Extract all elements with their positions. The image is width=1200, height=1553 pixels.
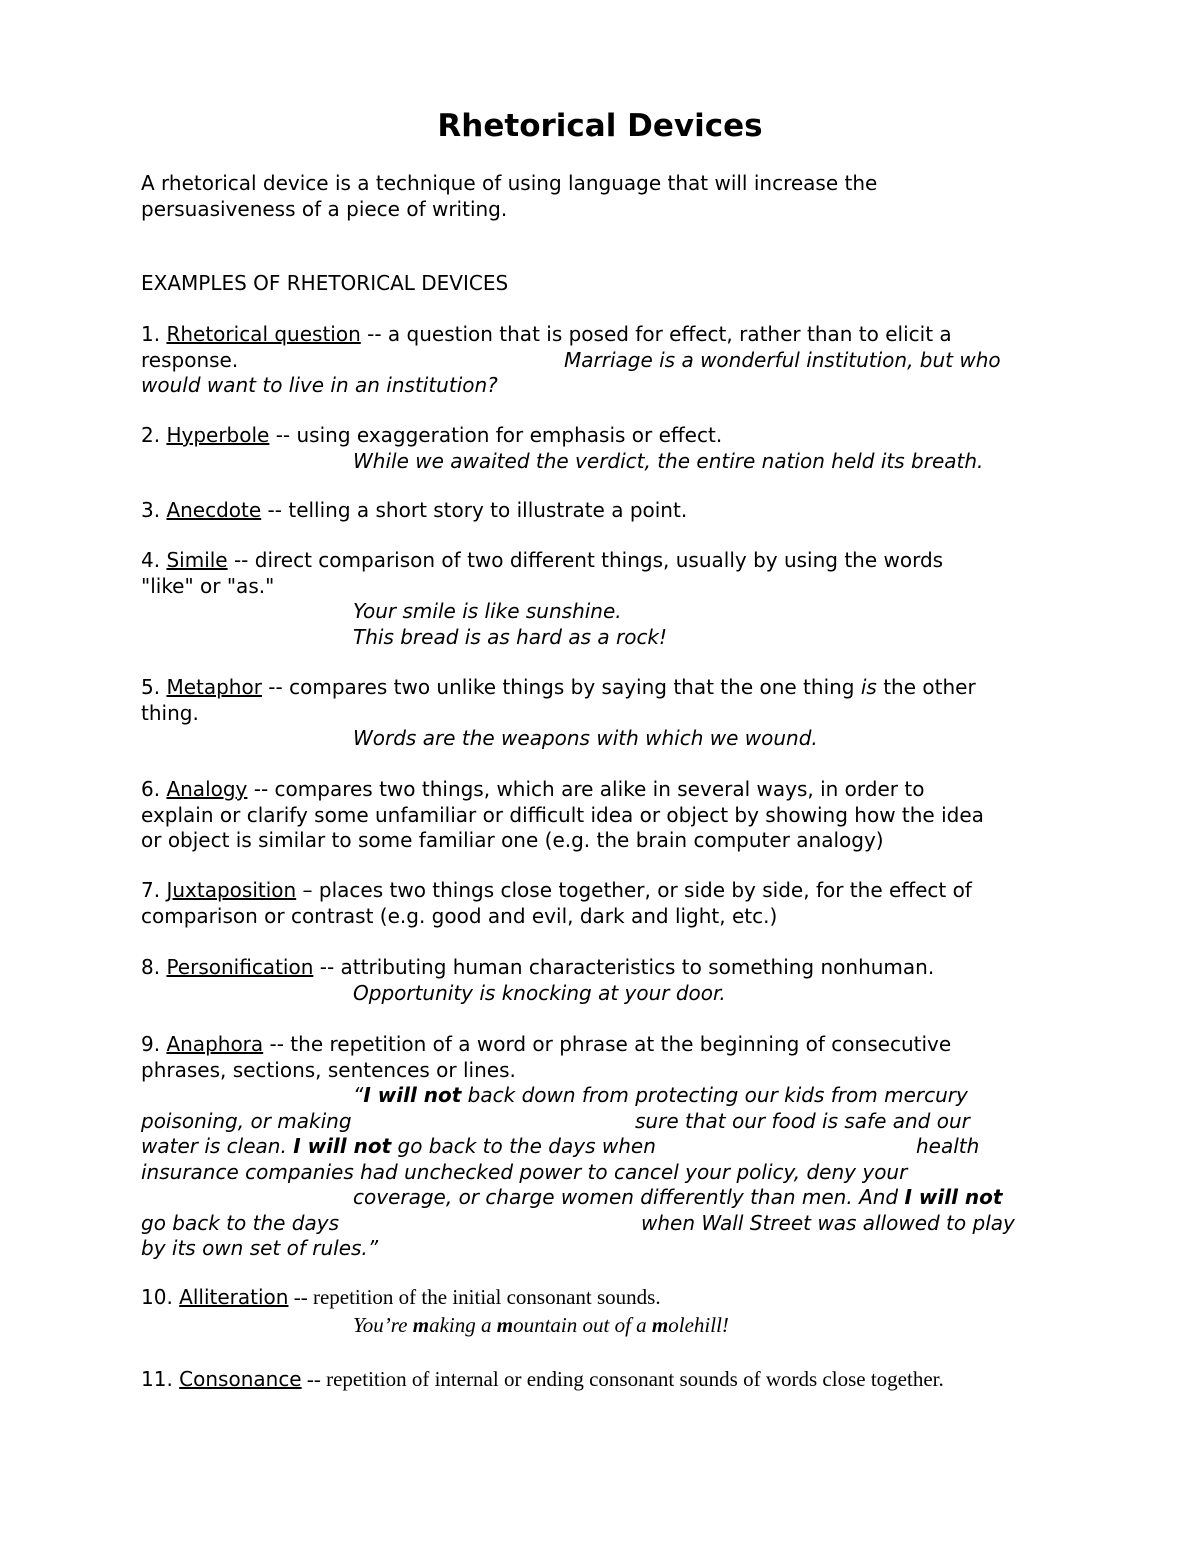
device-example: Words are the weapons with which we wound. <box>353 726 818 750</box>
alliteration-letter: m <box>651 1312 669 1337</box>
device-definition: -- repetition of the initial consonant sounds. <box>288 1285 661 1309</box>
device-definition: comparison or contrast (e.g. good and evil, dark and light, etc.) <box>141 903 778 928</box>
page-title: Rhetorical Devices <box>437 108 763 144</box>
device-example: ountain out of a <box>513 1312 652 1337</box>
device-example: olehill! <box>668 1312 729 1337</box>
device-definition: -- repetition of internal or ending consonant sounds of words close together. <box>301 1367 944 1391</box>
item-number: 7. <box>141 878 167 902</box>
device-term: Hyperbole <box>166 423 270 447</box>
alliteration-letter: m <box>496 1312 514 1337</box>
anaphora-phrase: I will not <box>363 1083 462 1107</box>
device-example: This bread is as hard as a rock! <box>353 624 668 649</box>
device-definition: or object is similar to some familiar one (e.g. the brain computer analogy) <box>141 828 884 852</box>
quote-mark: “ <box>353 1083 364 1107</box>
device-item-anaphora <box>141 1032 1071 1262</box>
intro-paragraph <box>141 171 1071 222</box>
item-number: 4. <box>141 548 167 572</box>
device-term: Rhetorical question <box>166 322 361 346</box>
device-definition: -- a question that is posed for effect, rather than to elicit a <box>360 322 952 346</box>
item-number: 5. <box>141 675 167 699</box>
alliteration-letter: m <box>412 1312 430 1337</box>
device-example: Opportunity is knocking at your door. <box>353 980 726 1005</box>
device-example: would want to live in an institution? <box>141 373 498 397</box>
quote-text: insurance companies had unchecked power to cancel your policy, deny your <box>141 1159 908 1184</box>
device-example: You’re <box>353 1312 413 1337</box>
device-definition: "like" or "as." <box>141 573 275 598</box>
quote-text: when Wall Street was allowed to play <box>641 1210 1015 1235</box>
device-term: Consonance <box>179 1367 302 1391</box>
device-item-simile <box>141 548 1071 650</box>
device-definition: the other <box>876 675 976 699</box>
device-definition: -- compares two unlike things by saying that the one thing <box>261 675 861 699</box>
device-term: Simile <box>166 548 228 572</box>
quote-text: back down from protecting our kids from mercury <box>461 1083 968 1107</box>
device-example: aking a <box>429 1312 497 1337</box>
quote-text: coverage, or charge women differently than men. And <box>353 1185 905 1209</box>
device-term: Juxtaposition <box>166 878 297 902</box>
device-item-alliteration <box>141 1285 1071 1338</box>
device-item-juxtaposition <box>141 878 1071 929</box>
item-number: 8. <box>141 955 167 979</box>
intro-line: persuasiveness of a piece of writing. <box>141 196 508 221</box>
item-number: 1. <box>141 322 167 346</box>
device-item-analogy <box>141 777 1071 854</box>
device-item-hyperbole <box>141 423 1071 474</box>
device-definition: -- the repetition of a word or phrase at the beginning of consecutive <box>263 1032 952 1056</box>
device-term: Personification <box>166 955 314 979</box>
item-number: 9. <box>141 1032 167 1056</box>
device-item-personification <box>141 955 1071 1006</box>
quote-text: go back to the days <box>141 1210 339 1235</box>
quote-text: go back to the days when <box>391 1134 656 1158</box>
device-item-rhetorical-question <box>141 322 1071 399</box>
device-term: Analogy <box>166 777 248 801</box>
item-number: 10. <box>141 1285 180 1309</box>
device-definition: explain or clarify some unfamiliar or difficult idea or object by showing how the idea <box>141 802 984 827</box>
device-definition: phrases, sections, sentences or lines. <box>141 1057 516 1082</box>
device-term: Anecdote <box>166 498 262 522</box>
section-heading: EXAMPLES OF RHETORICAL DEVICES <box>141 271 509 295</box>
anaphora-phrase: I will not <box>293 1134 392 1158</box>
anaphora-phrase: I will not <box>904 1185 1003 1209</box>
device-definition: response. <box>141 347 239 372</box>
device-definition: – places two things close together, or side by side, for the effect of <box>296 878 972 902</box>
device-definition: -- using exaggeration for emphasis or effect. <box>269 423 723 447</box>
item-number: 3. <box>141 498 167 522</box>
device-item-anecdote <box>141 498 1071 524</box>
device-example: Marriage is a wonderful institution, but who <box>564 347 1001 372</box>
device-term: Anaphora <box>166 1032 264 1056</box>
device-definition: -- direct comparison of two different things, usually by using the words <box>227 548 944 572</box>
intro-line: A rhetorical device is a technique of using language that will increase the <box>141 171 878 195</box>
device-example: While we awaited the verdict, the entire nation held its breath. <box>353 448 984 473</box>
device-definition: thing. <box>141 700 199 725</box>
device-definition: -- attributing human characteristics to something nonhuman. <box>313 955 935 979</box>
device-example: Your smile is like sunshine. <box>353 599 622 623</box>
device-item-consonance <box>141 1367 1071 1393</box>
quote-text: health <box>916 1134 980 1158</box>
device-definition: -- telling a short story to illustrate a point. <box>261 498 688 522</box>
emphasis-word: is <box>860 675 877 699</box>
device-definition: -- compares two things, which are alike in several ways, in order to <box>247 777 925 801</box>
quote-text: water is clean. <box>141 1134 294 1158</box>
item-number: 6. <box>141 777 167 801</box>
item-number: 2. <box>141 423 167 447</box>
item-number: 11. <box>141 1367 180 1391</box>
quote-text: poisoning, or making <box>141 1108 352 1133</box>
quote-text: by its own set of rules.” <box>141 1236 379 1260</box>
device-term: Metaphor <box>166 675 262 699</box>
device-item-metaphor <box>141 675 1071 752</box>
device-term: Alliteration <box>179 1285 289 1309</box>
quote-text: sure that our food is safe and our <box>635 1108 970 1133</box>
